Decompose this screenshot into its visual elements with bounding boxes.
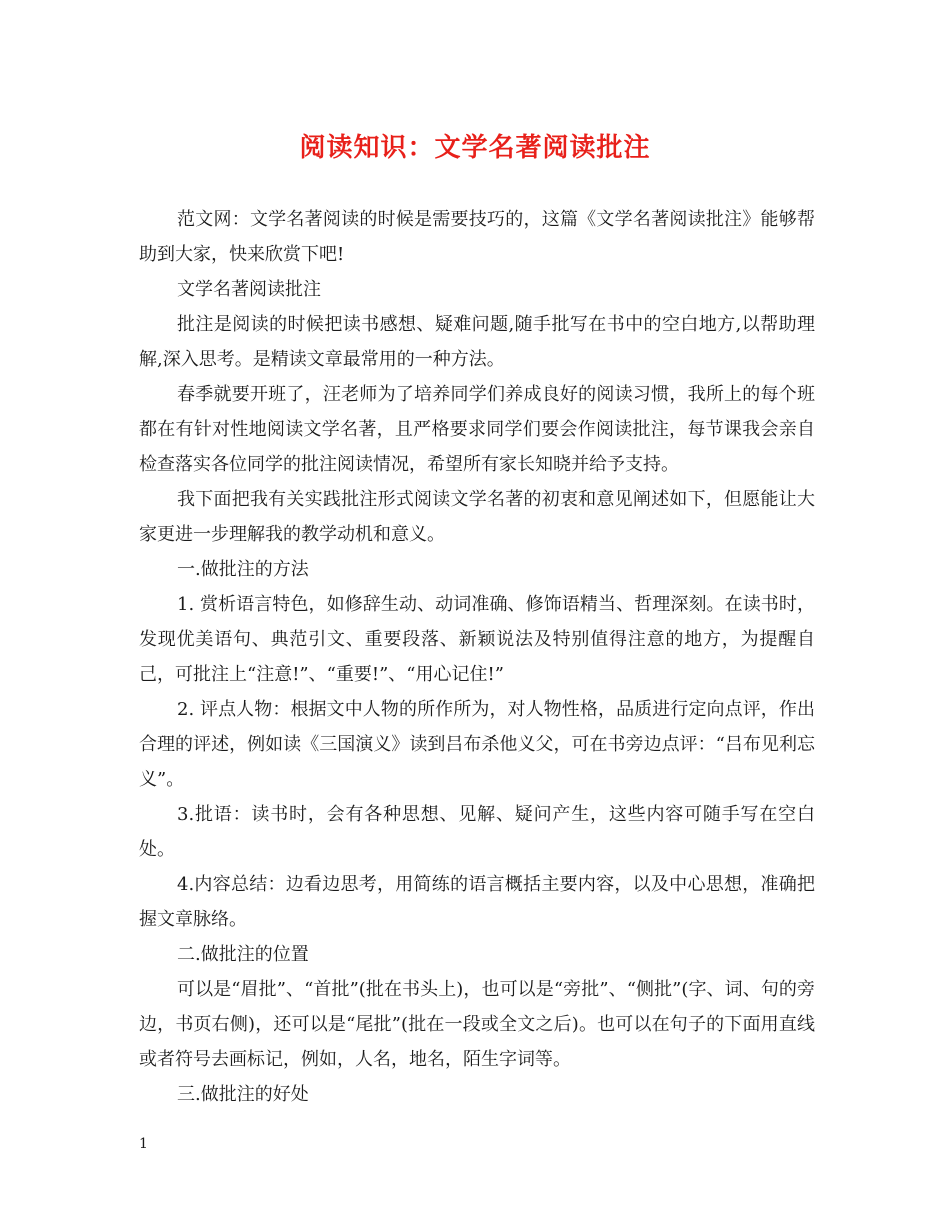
paragraph: 3.批语：读书时，会有各种思想、见解、疑问产生，这些内容可随手写在空白处。 — [139, 804, 815, 860]
section-heading: 二.做批注的位置 — [177, 944, 309, 965]
paragraph: 1. 赏析语言特色，如修辞生动、动词准确、修饰语精当、哲理深刻。在读书时，发现优美语句、典范引文、重要段落、新颖说法及特别值得注意的地方，为提醒自己，可批注上“注意!”、“重要!”、“用心记住!” — [139, 594, 815, 685]
section-heading: 三.做批注的好处 — [177, 1084, 309, 1105]
document-title: 阅读知识：文学名著阅读批注 — [299, 133, 651, 163]
paragraph: 春季就要开班了，汪老师为了培养同学们养成良好的阅读习惯，我所上的每个班都在有针对性地阅读文学名著，且严格要求同学们要会作阅读批注，每节课我会亲自检查落实各位同学的批注阅读情况，希望所有家长知晓并给予支持。 — [139, 384, 815, 475]
section-heading: 一.做批注的方法 — [177, 559, 309, 580]
paragraph: 4.内容总结：边看边思考，用简练的语言概括主要内容，以及中心思想，准确把握文章脉络。 — [139, 874, 815, 930]
paragraph: 2. 评点人物：根据文中人物的所作所为，对人物性格，品质进行定向点评，作出合理的评述，例如读《三国演义》读到吕布杀他义父，可在书旁边点评：“吕布见利忘义”。 — [139, 699, 815, 790]
paragraph: 批注是阅读的时候把读书感想、疑难问题,随手批写在书中的空白地方,以帮助理解,深入思考。是精读文章最常用的一种方法。 — [139, 314, 815, 370]
page-number: 1 — [139, 1136, 148, 1152]
document-body — [139, 202, 815, 1112]
paragraph: 可以是“眉批”、“首批”(批在书头上)，也可以是“旁批”、“侧批”(字、词、句的旁边，书页右侧)，还可以是“尾批”(批在一段或全文之后)。也可以在句子的下面用直线或者符号去画标记，例如，人名，地名，陌生字词等。 — [139, 979, 815, 1070]
paragraph: 文学名著阅读批注 — [177, 279, 321, 300]
paragraph: 范文网：文学名著阅读的时候是需要技巧的，这篇《文学名著阅读批注》能够帮助到大家，快来欣赏下吧! — [139, 209, 815, 265]
paragraph: 我下面把我有关实践批注形式阅读文学名著的初衷和意见阐述如下，但愿能让大家更进一步理解我的教学动机和意义。 — [139, 489, 815, 545]
